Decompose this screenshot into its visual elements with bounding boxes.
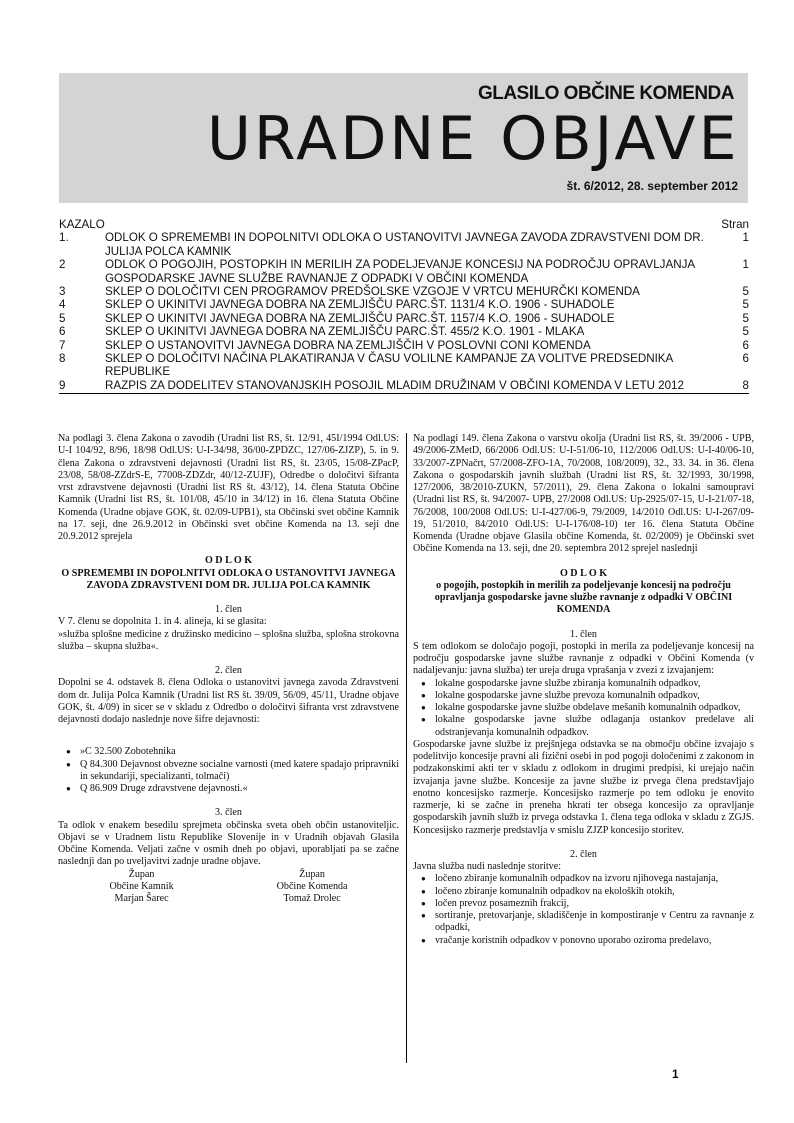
list-item: ● ločeno zbiranje komunalnih odpadkov na izvoru njihovega nastajanja, xyxy=(435,873,754,885)
toc-item xyxy=(59,379,749,392)
signer-place: Občine Kamnik xyxy=(109,880,174,892)
toc-item-num: 1. xyxy=(59,231,69,245)
signer-name: Marjan Šarec xyxy=(114,893,169,904)
toc-item-page: 5 xyxy=(742,298,749,312)
decree-heading: O D L O K xyxy=(204,555,253,567)
article-text: V 7. členu se dopolnita 1. in 4. alineja, ki se glasita: xyxy=(58,616,267,628)
toc-item-num: 7 xyxy=(59,338,66,352)
decree-subject: O SPREMEMBI IN DOPOLNITVI ODLOKA O USTANOVITVI JAVNEGA ZAVODA ZDRAVSTVENI DOM DR. JULIJA POLCA KAMNIK xyxy=(61,567,396,591)
article-heading: 2. člen xyxy=(570,848,597,860)
toc-item xyxy=(59,258,749,285)
list-item: ● vračanje koristnih odpadkov v ponovno uporabo oziroma predelavo, xyxy=(435,935,754,947)
toc-item-page: 1 xyxy=(742,231,749,245)
toc-header xyxy=(59,218,749,231)
toc-item-title: SKLEP O DOLOČITVI NAČINA PLAKATIRANJA V ČASU VOLILNE KAMPANJE ZA VOLITVE PREDSEDNIKA REPUBLIKE xyxy=(105,352,673,379)
toc-item-page: 1 xyxy=(742,258,749,272)
toc-item xyxy=(59,231,749,258)
left-column xyxy=(58,433,399,905)
table-of-contents xyxy=(59,218,749,394)
toc-item-num: 3 xyxy=(59,285,66,299)
legal-basis-text: Na podlagi 3. člena Zakona o zavodih (Uradni list RS, št. 12/91, 45I/1994 Odl.US: U-I 104/92, 8/96, 18/98 Odl.US: U-I-34/98, 36/00-ZPDZC, 127/06-ZJZP), 5. in 9. člena Zakona o zdravstveni dejavnosti (Uradni list RS, št. 23/05, 15/08-ZPacP, 23/08, 58/08-ZZdrS-E, 77008-ZDZdr, 40/12-ZUJF), Odredbe o določitvi šifranta vrst zdravstvene dejavnosti (Uradni list RS št. 43/12), 14. člena Statuta Občine Kamnik (Uradni list RS, št. 101/08, 45/10 in 34/12) in 16. člena Statuta Občine Komenda (Uradne objave GOK, št. 02/09-UPB1), sta Občinski svet občine Kamnik na 17. seji, dne 26.9.2012 in Občinski svet občine Komenda na 13. seji dne 20.9.2012 sprejela xyxy=(58,433,399,542)
article-heading: 3. člen xyxy=(215,807,242,819)
toc-item-title: SKLEP O UKINITVI JAVNEGA DOBRA NA ZEMLJIŠČU PARC.ŠT. 455/2 K.O. 1901 - MLAKA xyxy=(105,325,585,339)
article-heading: 2. člen xyxy=(215,665,242,676)
list-item: ● Q 86.909 Druge zdravstvene dejavnosti.« xyxy=(80,783,399,795)
legal-basis-text: Na podlagi 149. člena Zakona o varstvu okolja (Uradni list RS, št. 39/2006 - UPB, 49/2006-ZMetD, 66/2006 Odl.US: U-I-51/06-10, 112/2006 Odl.US: U-I-40/06-10, 33/2007-ZPNačrt, 57/2008-ZFO-1A, 70/2008, 108/2009), 32., 33. 34. in 36. člena Zakona o gospodarskih javnih službah (Uradni list RS, št. 32/1993, 30/1998, 127/2006, 38/2010-ZUKN, 57/2011), 29. člena Zakona o lokalni samoupravi (Uradni list RS, št. 94/2007- UPB, 27/2008 Odl.US: Up-2925/07-15, U-I-21/07-18, 76/2008, 100/2008 Odl.US: U-I-427/06-9, 79/2009, 14/2010 Odl.US: U-I-267/09-19, 51/2010, 84/2010 Odl.US: U-I-176/08-10) ter 16. člena Statuta Občine Komenda (Uradne objave Glasila občine Komenda, št. 02/2009) je Občinski svet Občine Komenda na 13. seji, dne 20. septembra 2012 sprejel naslednji xyxy=(413,433,754,555)
toc-item-title: ODLOK O SPREMEMBI IN DOPOLNITVI ODLOKA O USTANOVITVI JAVNEGA ZAVODA ZDRAVSTVENI DOM DR. JULIJA POLCA KAMNIK xyxy=(105,231,704,258)
toc-list xyxy=(59,231,749,392)
toc-item-page: 6 xyxy=(742,352,749,366)
toc-item xyxy=(59,352,749,379)
signer-role: Župan xyxy=(299,868,325,880)
article-text: Ta odlok v enakem besedilu sprejmeta občinska sveta obeh občin ustanoviteljic. Objavi se v Uradnem listu Republike Slovenije in v Uradnih objavah Glasila Občine Komenda. Veljati začne v osmih dneh po objavi, uporabljati pa se začne naslednji dan po uveljavitvi zadnje uradne objave. xyxy=(58,819,399,868)
signer-place: Občine Komenda xyxy=(276,880,348,892)
toc-item-title: SKLEP O USTANOVITVI JAVNEGA DOBRA NA ZEMLJIŠČIH V POSLOVNI CONI KOMENDA xyxy=(105,338,591,352)
toc-item xyxy=(59,312,749,325)
toc-page-label: Stran xyxy=(721,218,749,231)
toc-item xyxy=(59,325,749,338)
decree-subject: o pogojih, postopkih in merilih za podeljevanje koncesij na področju opravljanja gospodarske javne službe ravnanje z odpadki V OBČINI KOMENDA xyxy=(434,579,733,616)
article-text: Javna služba nudi naslednje storitve: xyxy=(413,861,562,872)
toc-item-title: SKLEP O UKINITVI JAVNEGA DOBRA NA ZEMLJIŠČU PARC.ŠT. 1157/4 K.O. 1906 - SUHADOLE xyxy=(105,311,615,325)
masthead-banner xyxy=(59,73,748,203)
right-column xyxy=(413,433,754,947)
list-item: ● lokalne gospodarske javne službe odlaganja ostankov predelave ali odstranjevanja komunalnih odpadkov. xyxy=(435,714,754,739)
toc-item-num: 9 xyxy=(59,378,66,392)
service-list xyxy=(413,873,754,947)
issue-info: št. 6/2012, 28. september 2012 xyxy=(566,179,738,193)
toc-item-page: 5 xyxy=(742,311,749,325)
article-text: S tem odlokom se določajo pogoji, postopki in merila za podeljevanje koncesij na področju gospodarske javne službe ravnanje z odpadki v Občini Komenda (v nadaljevanju: javna služba) ter ureja druga vprašanja v zvezi z izvajanjem: xyxy=(413,640,754,677)
article-quote: »služba splošne medicine z družinsko medicino – splošna služba, splošna strokovna služba – skupna služba«. xyxy=(58,628,399,652)
column-divider xyxy=(406,433,407,1063)
list-item: ● ločeno zbiranje komunalnih odpadkov na ekoloških otokih, xyxy=(435,886,754,898)
article-text: Gospodarske javne službe iz prejšnjega odstavka se na območju občine izvajajo s podelitvijo koncesije pravni ali fizični osebi in pod pogoji določenimi z zakonom in podzakonskimi akti ter v skladu z odlokom in drugimi predpisi, ki urejajo način izvajanja javne službe. Koncesije za javne službe iz prvega člena predstavljajo enotno koncesijsko razmerje. Koncesijsko razmerje po tem odloku je enovito razmerje, ki se začne in preneha hkrati ter obsega koncesijo za opravljanje gospodarskih javnih služb iz prvega odstavka 1. člena tega odloka v skladu z ZGJS. Koncesijsko razmerje predstavlja v smislu ZJZP koncesijo storitev. xyxy=(413,738,754,836)
list-item: ● lokalne gospodarske javne službe obdelave mešanih komunalnih odpadkov, xyxy=(435,702,754,714)
toc-divider xyxy=(59,393,749,394)
list-item: ● »C 32.500 Zobotehnika xyxy=(80,746,399,758)
toc-item-title: SKLEP O UKINITVI JAVNEGA DOBRA NA ZEMLJIŠČU PARC.ŠT. 1131/4 K.O. 1906 - SUHADOLE xyxy=(105,298,615,312)
masthead-title: URADNE OBJAVE xyxy=(207,104,740,174)
toc-item-num: 4 xyxy=(59,298,66,312)
toc-item-page: 5 xyxy=(742,285,749,299)
toc-label: KAZALO xyxy=(59,218,105,231)
signatures xyxy=(58,869,399,906)
toc-item xyxy=(59,285,749,298)
service-list xyxy=(413,678,754,739)
toc-item-page: 8 xyxy=(742,378,749,392)
toc-item-num: 6 xyxy=(59,325,66,339)
toc-item xyxy=(59,339,749,352)
list-item: ● lokalne gospodarske javne službe zbiranja komunalnih odpadkov, xyxy=(435,678,754,690)
activity-code-list xyxy=(58,746,399,795)
toc-item-num: 2 xyxy=(59,258,66,272)
toc-item-num: 8 xyxy=(59,352,66,366)
list-item: ● sortiranje, pretovarjanje, skladiščenje in kompostiranje v Centru za ravnanje z odpadki, xyxy=(435,910,754,935)
signature-block xyxy=(109,869,173,906)
publisher-name: GLASILO OBČINE KOMENDA xyxy=(477,83,734,104)
toc-item-page: 6 xyxy=(742,338,749,352)
toc-item-num: 5 xyxy=(59,311,66,325)
toc-item-page: 5 xyxy=(742,325,749,339)
article-heading: 1. člen xyxy=(570,628,597,640)
list-item: ● ločen prevoz posameznih frakcij, xyxy=(435,898,754,910)
decree-heading: O D L O K xyxy=(559,567,608,579)
article-text: Dopolni se 4. odstavek 8. člena Odloka o ustanovitvi javnega zavoda Zdravstveni dom dr. Julija Polca Kamnik (Uradni list RS št. 39/09, 56/09, 45/11, Uradne objave GOK, št. 4/09) in sicer se v skladu z Odredbo o določitvi šifranta vrst zdravstvene dejavnosti dodajo naslednje nove šifre dejavnosti: xyxy=(58,677,399,725)
article-heading: 1. člen xyxy=(215,604,242,615)
page-number: 1 xyxy=(672,1067,679,1081)
signer-name: Tomaž Drolec xyxy=(283,893,341,904)
toc-item-title: ODLOK O POGOJIH, POSTOPKIH IN MERILIH ZA PODELJEVANJE KONCESIJ NA PODROČJU OPRAVLJANJA GOSPODARSKE JAVNE SLUŽBE RAVNANJE Z ODPADKI V OBČINI KOMENDA xyxy=(105,258,695,285)
toc-item-title: RAZPIS ZA DODELITEV STANOVANJSKIH POSOJIL MLADIM DRUŽINAM V OBČINI KOMENDA V LETU 2012 xyxy=(105,378,684,392)
list-item: ● lokalne gospodarske javne službe prevoza komunalnih odpadkov, xyxy=(435,690,754,702)
signature-block xyxy=(277,869,348,906)
toc-item xyxy=(59,298,749,311)
toc-item-title: SKLEP O DOLOČITVI CEN PROGRAMOV PREDŠOLSKE VZGOJE V VRTCU MEHURČKI KOMENDA xyxy=(105,285,640,299)
list-item: ● Q 84.300 Dejavnost obvezne socialne varnosti (med katere spadajo pripravniki in sekundariji, specializanti, tolmači) xyxy=(80,759,399,784)
signer-role: Župan xyxy=(128,868,155,880)
